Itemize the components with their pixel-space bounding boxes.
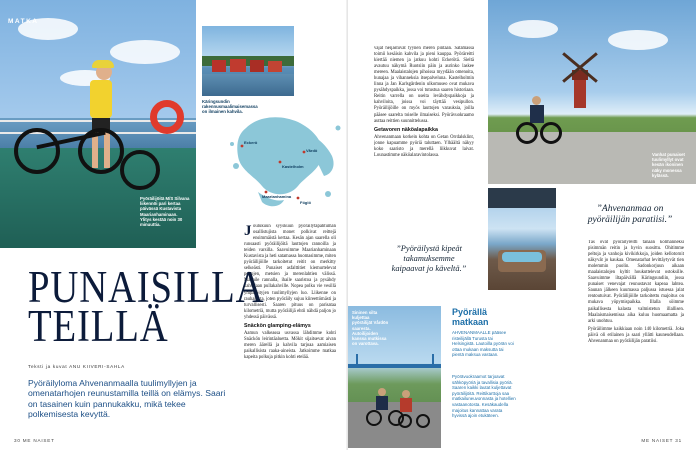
left-body-text: oulukuun syyskuun pyöräilytapahtuman osallistujista monet polkivat reittejä ensimmäistä kertaa. Kesän ajan saarella oli runsaasti pyöräilijöitä lauttojen rannoilla ja teiden varsilla. Saavuimme Maarianhaminaan Kustavista ja heti satamassa huomasimme, miten pyöräilijöille tarkoitetut reitit on merkitty selkeästi. Punaiset asfalttitiet kiemurtelevat peltojen, metsien ja merenlahtien välissä. Makaile rannalla, ihaile saaristoa ja pysähdy kahvilaan pullakahville. Nopea polku vie vesillä ympäröityjen tuulimyllyjen luo. Liikenne on rauhallista, joten pyöräily sujuu kiireettömästi ja turvallisesti. Saaren pituus on parisataa kilometriä, mutta pyöräilijä ehtii nähdä paljon jo yhdessä päivässä. (244, 224, 336, 320)
sidebar-box (452, 308, 518, 428)
right-body-text-3: Täs ovat pyöräilyreitti tänään kolmanneksi pisimmän reitin ja hyvin suosittu. Ohitimme peltoja ja vanhoja kivikirkkoja, joiden kellotornit näkyvät jo kaukaa. Omenatarhat levittäytyvät tien molemmin puolin. Sadonkorjuun aikaan maalaistalojen kyltit houkuttelevat ostoksille. Saavuimme iltapäivällä Käringsundiin, jossa punaiset venevajat reunustavat kapeaa lahtea. Saunan jälkeen kuumassa paljussa istuessa jalat rentoutuivat. Pyöräilijöille tarkoitettu majoitus on mukava yöpymispaikka. Illalla söimme paikallisesta kalasta valmistetun illallisen. Maalaismaisemissa aika kuluu huomaamatta ja arki unohtuu. (588, 240, 684, 324)
sidebar-title (452, 308, 489, 327)
pull-quote-2: ”Ahvenanmaa on pyöräilijän paratiisi.” (587, 204, 673, 225)
sidebar-body: Pyörävuokraamot tarjoavat sähköpyöriä ja tavallisia pyöriä. Saaren kaikki lautat kuljettavat pyöräilijöitä. Reittikarttoja saa matkailuneuvonnasta ja hotellien vastaanotosta. Kesäkaudella majoitus kannattaa varata hyvissä ajoin etukäteen. (452, 374, 516, 419)
getavoren-heading: Getavoren näköalapaikka (374, 126, 438, 133)
map-dot-eckero (241, 145, 244, 148)
map-dot-kastelholm (279, 161, 282, 164)
ferry-photo (0, 0, 196, 248)
section-tag: MATKA (8, 18, 39, 25)
byline: Teksti ja kuvat ANU KIIVERI-SAHLA (28, 364, 125, 369)
map-label-kastelholm: Kastelholm (282, 164, 304, 169)
left-body-text-2: Aamun valkeassa usvassa lähdimme kohti Snäckön leirintäaluetta. Mökit sijaitsevat aivan meren äärellä ja kahvila tarjoaa aamiaisen paikallisista raaka-aineista. Jatkoimme matkaa kapeita polkuja pitkin kohti etelää. (244, 330, 336, 360)
right-body-column-2 (588, 240, 684, 426)
sidebar-title-line-1: Pyörällä (452, 307, 488, 317)
map-dot-vardo (303, 151, 306, 154)
village-caption: Käringsundin rakennusmaalimaisemassa on ilmainen kahvila. (202, 99, 258, 115)
headline-line-2: TEILLÄ (28, 301, 169, 351)
headline-line-1: PUNAISILLA (28, 262, 265, 312)
map-label-eckero: Eckerö (244, 140, 258, 145)
right-page (348, 0, 696, 450)
cyclists-caption: Sininen silta kuljettaa pyöräilijät Vårdön saaresta. Autoilijoiden kanssa mutkissa on varottava. (352, 310, 389, 347)
glamping-heading: Snäckön glamping-elämys (244, 322, 311, 329)
map-label-vardo: Vårdö (306, 148, 318, 153)
folio-right: ME NAISET 31 (641, 438, 682, 443)
right-body-text-2: Ahvenanmaan korkein kohta on Getan Orrdalsklint, jonne kapuamme pyöriä taluttaen. Ylhäältä näkyy koko saaristo ja merellä liikkuvat laivat. Lounastimme näköalaravintolassa. (374, 134, 474, 158)
pull-quote-1: ”Pyöräilystä kipeät takamuksemme kaipaavat jo käveltä.” (391, 244, 467, 273)
windmill-caption: Vanhat punaiset tuulimyllyt ovat kesän ikoninen näky monessa kylässä. (652, 152, 685, 178)
drop-cap: J (244, 224, 252, 239)
lead-paragraph: Pyöräilyloma Ahvenanmaalla tuulimyllyjen ja omenatarhojen reunustamilla teillä on elämys. Saari on tasainen kuin pannukakku, mikä tekee polkemisesta kevyttä. (28, 378, 226, 420)
folio-left: 30 ME NAISET (14, 438, 55, 443)
map-dot-maarianhamina (265, 191, 268, 194)
cyclists-photo (348, 306, 441, 448)
ferry-caption: Pyöräilijöitä M/S Silvana liikennöi pari kertaa päivässä Kustavista Maarianhaminaan. Ylitys kestää noin 30 minuuttia. (140, 196, 190, 228)
windmill-photo (488, 0, 696, 184)
right-body-text-4: Pyöräilimme kaikkiaan noin 140 kilometriä. Joka päivä oli erilainen ja saari yllätti kauneudellaan. Ahvenanmaa on pyöräilijän paratiisi. (588, 326, 684, 344)
hottub-photo (488, 188, 556, 290)
headline (28, 262, 265, 351)
village-photo (202, 26, 294, 96)
right-body-column-1 (374, 46, 474, 206)
sidebar-intro: AHVENANMAALLE pääsee risteilijällä Turusta tai Helsingistä. Lautoilla pyörän voi ottaa mukaan maksutta tai pientä maksua vastaan. (452, 330, 514, 358)
map-label-maarianhamina: Maarianhamina (262, 194, 292, 199)
map-dot-foglo (297, 197, 300, 200)
right-body-text: vajat heijastuvat tyynen meren pintaan. Satamassa toimii kesäisin kahvila ja pieni kauppa. Pyöräreitti kiertää niemen ja jatkuu kohti Eckerötä. Sieltä avautuu näkymä Ruotsiin päin ja aurinko laskee mereen. Maalaistalojen pihoissa myydään omenoita, hunajaa ja vihanneksia itsepalveluna. Kastelholmin linna ja Jan Karlsgårdenin ulkomuseo ovat mukava pysähdyspaikka, jossa voi tutustua saaren historiaan. Reitin varrella on useita levähdyspaikkoja ja kahviloita, joissa voi täyttää vesipullon. Pyöräilijöille on myös lauttojen varauksia, joilla pääsee saarelta toiselle ilmaiseksi. Pyörävuokraamo auttaa reittien suunnittelussa. (374, 46, 474, 124)
map-label-foglo: Föglö (300, 200, 311, 205)
sidebar-title-line-2: matkaan (452, 316, 489, 327)
